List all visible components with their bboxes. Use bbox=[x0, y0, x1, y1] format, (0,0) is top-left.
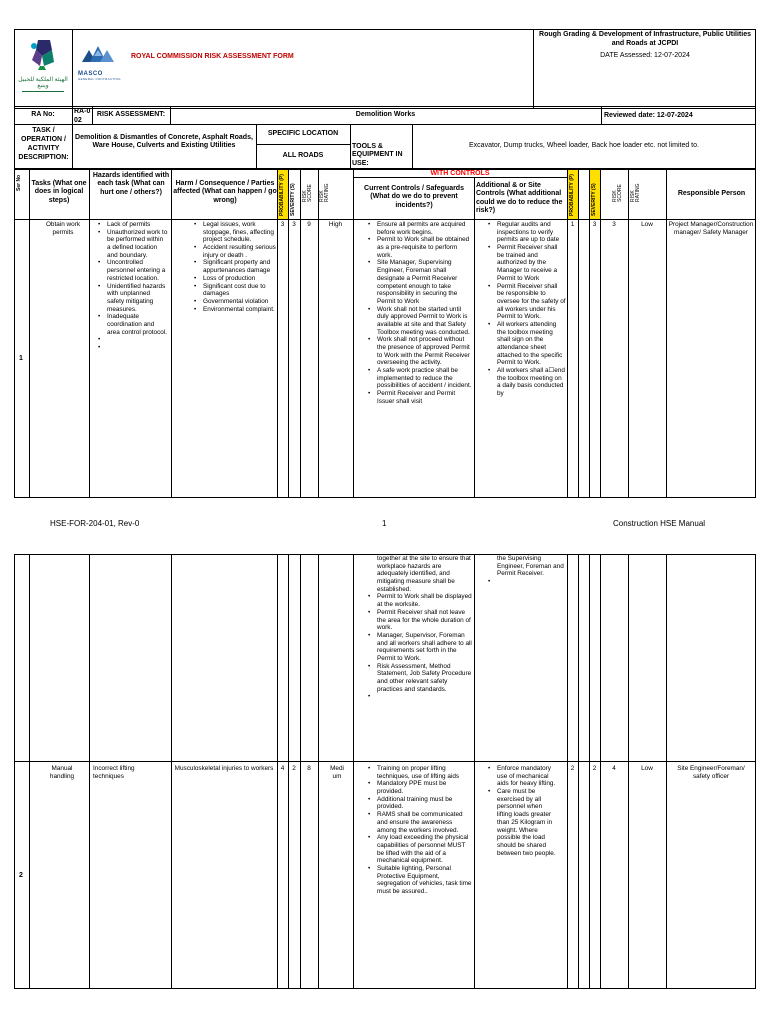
list-item: • Unauthorized work to be performed within a defined location and boundary. bbox=[107, 229, 168, 260]
row-1-additional-controls bbox=[486, 221, 566, 398]
ra-no-label: RA No: bbox=[31, 111, 55, 119]
list-item: • Work shall not be started until duly approved Permit to Work is available at site and that Safety Toolbox meeting was conducted. bbox=[377, 306, 472, 337]
with-controls-header: WITH CONTROLS bbox=[430, 170, 490, 177]
row-1-risk-score-2: 3 bbox=[612, 221, 616, 228]
list-item: • Risk Assessment, Method Statement, Job Safety Procedure and other relevant safety practices and standards. bbox=[377, 663, 472, 694]
ra-no-value: RA-002 bbox=[74, 108, 91, 124]
col-additional-controls: Additional & or Site Controls (What additional could we do to reduce the risk?) bbox=[476, 182, 563, 215]
row-2-probability: 4 bbox=[280, 765, 285, 772]
tools-label: TOOLS & EQUIPMENT IN USE: bbox=[352, 143, 403, 167]
col-risk-rating-2: RISK RATING bbox=[630, 183, 641, 202]
row-2-harm: Musculoskeletal injuries to workers bbox=[174, 765, 274, 772]
specific-location-label: SPECIFIC LOCATION bbox=[267, 129, 339, 137]
list-item: • Unidentified hazards with unplanned safety mitigating measures. bbox=[107, 283, 168, 314]
list-item: • Significant property and appurtenances damage bbox=[203, 259, 276, 274]
list-item: • Work shall not proceed without the presence of approved Permit to Work with the Permit Receiver overseeing the activity. bbox=[377, 336, 472, 367]
list-item: • Ensure all permits are acquired before work begins. bbox=[377, 221, 472, 236]
row-2-current-controls bbox=[366, 765, 472, 896]
row-1-severity-2: 3 bbox=[592, 221, 597, 228]
list-item bbox=[107, 344, 168, 352]
reviewed-date: Reviewed date: 12-07-2024 bbox=[604, 112, 693, 119]
specific-location-value: ALL ROADS bbox=[282, 152, 324, 160]
list-item: • Loss of production bbox=[203, 275, 276, 283]
list-item: • Inadequate coordination and area control protocol. bbox=[107, 313, 168, 336]
list-item bbox=[497, 578, 566, 586]
list-item: • Governmental violation bbox=[203, 298, 276, 306]
row-2-severity-2: 2 bbox=[592, 765, 597, 772]
col-hazards: Hazards identified with each task (What can hurt one / others?) bbox=[92, 172, 170, 196]
list-item: • Any load exceeding the physical capabilities of personnel MUST be lifted with the aid of a mechanical equipment. bbox=[377, 834, 472, 865]
risk-assessment-label: RISK ASSESSMENT: bbox=[96, 111, 166, 119]
list-item: • Permit to Work shall be displayed at the worksite. bbox=[377, 593, 472, 608]
col-ser-no: Ser No bbox=[16, 174, 22, 191]
date-assessed: DATE Assessed: 12-07-2024 bbox=[600, 52, 690, 59]
list-item: • Training on proper lifting techniques, use of lifting aids bbox=[377, 765, 472, 780]
risk-assessment-value: Demolition Works bbox=[355, 111, 416, 119]
col-risk-rating: RISK RATING bbox=[319, 183, 330, 202]
col-harm: Harm / Consequence / Parties affected (What can happen / go wrong) bbox=[173, 180, 277, 204]
row-1-responsible: Project Manager/Construction manager/ Safety Manager bbox=[668, 221, 754, 236]
row-1-risk-rating-2: Low bbox=[641, 221, 653, 228]
row-2-severity: 2 bbox=[292, 765, 296, 772]
list-item: • Additional training must be provided. bbox=[377, 796, 472, 811]
row-2-probability-2: 2 bbox=[570, 765, 575, 772]
list-item: • Environmental complaint. bbox=[203, 306, 276, 314]
col-risk-score-2: RISK SCORE bbox=[612, 184, 623, 202]
list-item: • Lack of permits bbox=[107, 221, 168, 229]
list-item: • Regular audits and inspections to verify permits are up to date bbox=[497, 221, 566, 244]
col-severity-2: SEVERITY (S) bbox=[591, 183, 597, 216]
footer-manual: Construction HSE Manual bbox=[613, 519, 706, 528]
row-1-probability-2: 1 bbox=[570, 221, 575, 228]
list-item: • All workers shall a☐end the toolbox meeting on a daily basis conducted by bbox=[497, 367, 566, 398]
task-label: TASK / OPERATION / ACTIVITY DESCRIPTION: bbox=[18, 127, 69, 162]
list-item: • Care must be exercised by all personnel when lifting loads greater than 25 Kilogram in weight. Where possible the load should be shared between two people. bbox=[497, 788, 558, 857]
project-title: Rough Grading & Development of Infrastructure, Public Utilities and Roads at JCPDI bbox=[539, 31, 751, 47]
royal-commission-logo bbox=[16, 36, 70, 96]
row-2-risk-score: 8 bbox=[307, 765, 311, 772]
row-1-current-controls-continued: together at the site to ensure that workplace hazards are adequately identified, and mitigating measure shall be established. • Permit to Work shall be displayed at the worksite. • Permit Receiver shall not leave the area for the whole duration of work. • Manager, Supervisor, Foreman and all workers shall adhere to all requirements set forth in the Permit to Work. • Risk Assessment, Method Statement, Job Safety Procedure and other relevant safety practices and standards. • bbox=[366, 555, 472, 701]
list-item: • Manager, Supervisor, Foreman and all workers shall adhere to all requirements set forth in the Permit to Work. bbox=[377, 632, 472, 663]
rc-logo-text: الهيئة الملكية للجبيل وينبع bbox=[18, 77, 68, 89]
row-1-ser: 1 bbox=[19, 355, 23, 362]
row-1-harm bbox=[192, 221, 276, 313]
list-item: • Permit Receiver shall be trained and authorized by the Manager to receive a Permit to Work bbox=[497, 244, 566, 282]
list-item: • Enforce mandatory use of mechanical aids for heavy lifting. bbox=[497, 765, 558, 788]
list-item: • RAMS shall be communicated and ensure the awareness among the workers involved. bbox=[377, 811, 472, 834]
row-2-additional-controls bbox=[486, 765, 558, 857]
list-item: • Accident resulting serious injury or death . bbox=[203, 244, 276, 259]
list-item: • Mandatory PPE must be provided. bbox=[377, 780, 472, 795]
list-item: • Uncontrolled personnel entering a restricted location. bbox=[107, 259, 168, 282]
row-2-risk-rating: Medium bbox=[330, 765, 344, 780]
task-value: Demolition & Dismantles of Concrete, Asphalt Roads, Ware House, Culverts and Existing Utilities bbox=[75, 134, 253, 150]
form-title: ROYAL COMMISSION RISK ASSESSMENT FORM bbox=[131, 53, 294, 60]
footer-doc-code: HSE-FOR-204-01, Rev-0 bbox=[50, 519, 140, 528]
row-2-task: Manual handling bbox=[49, 765, 75, 780]
row-1-risk-rating: High bbox=[328, 221, 343, 228]
col-current-controls: Current Controls / Safeguards (What do we do to prevent incidents?) bbox=[364, 185, 464, 209]
col-probability: PROBABILITY (P) bbox=[279, 174, 285, 216]
row-2-risk-score-2: 4 bbox=[612, 765, 616, 772]
list-item: • Legal issues, work stoppage, fines, affecting project schedule. bbox=[203, 221, 276, 244]
col-severity: SEVERITY (S) bbox=[290, 183, 296, 216]
row-1-current-controls bbox=[366, 221, 472, 406]
masco-logo: MASCO GENERAL CONTRACTING bbox=[78, 42, 122, 82]
row-1-additional-controls-continued: the Supervising Engineer, Foreman and Permit Receiver. • bbox=[486, 555, 566, 586]
masco-logo-text: MASCO bbox=[78, 71, 103, 77]
col-responsible: Responsible Person bbox=[677, 190, 746, 198]
list-item bbox=[377, 693, 472, 701]
row-2-hazard: Incorrect lifting techniques bbox=[93, 765, 135, 780]
list-item: • Suitable lighting, Personal Protective Equipment, segregation of vehicles, task time must be assured.. bbox=[377, 865, 472, 896]
col-tasks: Tasks (What one does in logical steps) bbox=[31, 180, 87, 204]
list-item: • Permit Receiver and Permit Issuer shall visit bbox=[377, 390, 472, 405]
list-item: • Permit Receiver shall be responsible to oversee for the safety of all workers under his Permit to Work. bbox=[497, 283, 566, 321]
col-risk-score: RISK SCORE bbox=[302, 184, 313, 202]
row-1-task: Obtain work permits bbox=[45, 221, 81, 236]
tools-value: Excavator, Dump trucks, Wheel loader, Back hoe loader etc. not limited to. bbox=[469, 142, 699, 150]
list-item: • Permit to Work shall be obtained as a pre-requisite to perform work. bbox=[377, 236, 472, 259]
row-2-responsible: Site Engineer/Foreman/ safety officer bbox=[677, 765, 745, 780]
col-probability-2: PROBABILITY (P) bbox=[569, 174, 575, 216]
list-item: • Site Manager, Supervising Engineer, Foreman shall designate a Permit Receiver competent enough to take responsibility in securing the Permit to Work bbox=[377, 259, 472, 305]
row-2-ser: 2 bbox=[19, 872, 23, 879]
list-item: • Significant cost due to damages bbox=[203, 283, 276, 298]
footer-page-number: 1 bbox=[382, 519, 387, 528]
list-item: • A safe work practice shall be implemented to reduce the possibilities of accident / incident. bbox=[377, 367, 472, 390]
list-item: • All workers attending the toolbox meeting shall sign on the attendance sheet attached to the specific Permit to Work. bbox=[497, 321, 566, 367]
list-item: • Permit Receiver shall not leave the area for the whole duration of work. bbox=[377, 609, 472, 632]
row-1-probability: 3 bbox=[280, 221, 285, 228]
row-2-risk-rating-2: Low bbox=[641, 765, 653, 772]
row-1-hazards bbox=[96, 221, 168, 352]
list-item bbox=[107, 336, 168, 344]
row-1-severity: 3 bbox=[292, 221, 296, 228]
row-1-risk-score: 9 bbox=[307, 221, 311, 228]
